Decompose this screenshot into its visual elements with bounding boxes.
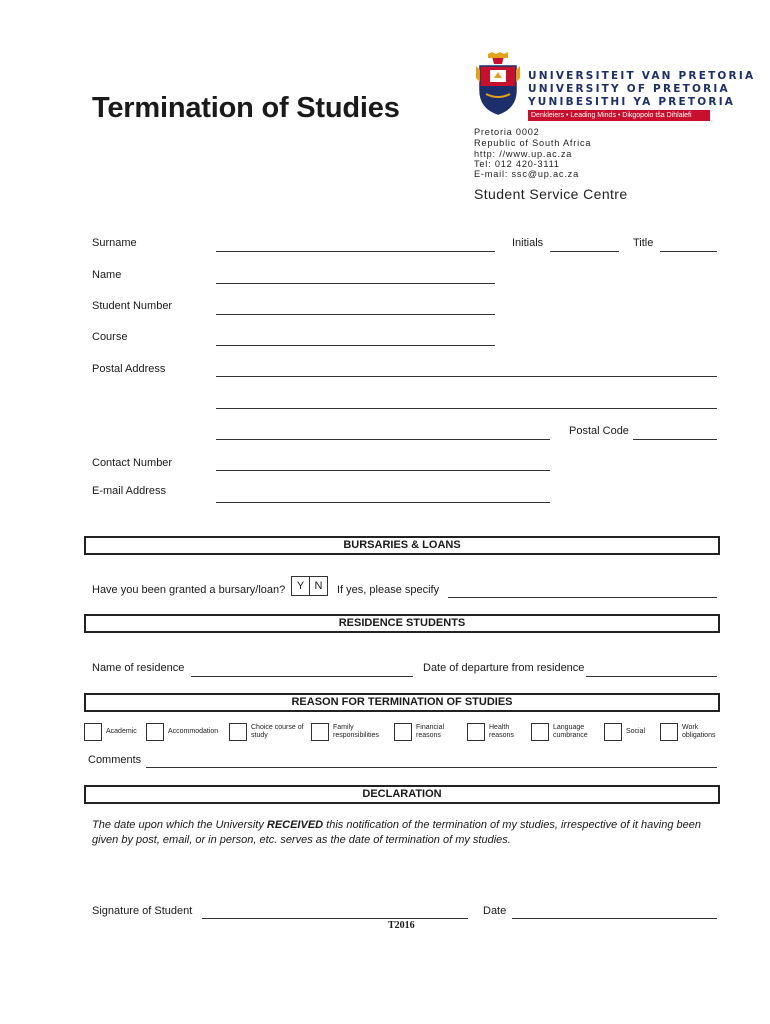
university-name-english: UNIVERSITY OF PRETORIA [528, 83, 730, 95]
contact-number-field[interactable] [216, 470, 550, 471]
date-label: Date [483, 905, 507, 917]
postal-address-field-2[interactable] [216, 408, 717, 409]
reason-financial-checkbox[interactable] [394, 723, 412, 741]
reasons-heading: REASON FOR TERMINATION OF STUDIES [84, 693, 720, 712]
reason-financial-label: Financial reasons [416, 724, 445, 739]
residence-name-field[interactable] [191, 676, 413, 677]
reason-family-checkbox[interactable] [311, 723, 329, 741]
name-label: Name [92, 269, 122, 281]
comments-field[interactable] [146, 767, 717, 768]
reason-choice-course-checkbox[interactable] [229, 723, 247, 741]
address-line: Tel: 012 420-3111 [474, 159, 560, 169]
postal-address-label: Postal Address [92, 363, 166, 375]
email-label: E-mail Address [92, 485, 166, 497]
comments-label: Comments [88, 754, 142, 766]
university-motto: Denkleiers • Leading Minds • Dikgopolo tša Dihlalefi [528, 110, 710, 121]
bursary-specify-label: If yes, please specify [337, 584, 440, 596]
course-label: Course [92, 331, 128, 343]
form-code: T2016 [388, 920, 415, 931]
reason-academic-checkbox[interactable] [84, 723, 102, 741]
address-line: Republic of South Africa [474, 138, 592, 148]
department-name: Student Service Centre [474, 186, 628, 202]
reason-work-checkbox[interactable] [660, 723, 678, 741]
declaration-heading: DECLARATION [84, 785, 720, 804]
residence-heading: RESIDENCE STUDENTS [84, 614, 720, 633]
signature-label: Signature of Student [92, 905, 193, 917]
student-number-field[interactable] [216, 314, 495, 315]
postal-address-field-3[interactable] [216, 439, 550, 440]
university-name-afrikaans: UNIVERSITEIT VAN PRETORIA [528, 70, 756, 82]
reason-work-label: Work obligations [682, 724, 716, 739]
initials-field[interactable] [550, 251, 619, 252]
student-number-label: Student Number [92, 300, 173, 312]
reason-academic-label: Academic [106, 728, 137, 735]
postal-code-field[interactable] [633, 439, 717, 440]
university-crest-icon [474, 52, 522, 116]
bursary-yes-box[interactable]: Y [291, 576, 310, 596]
address-line: E-mail: ssc@up.ac.za [474, 169, 579, 179]
email-field[interactable] [216, 502, 550, 503]
contact-number-label: Contact Number [92, 457, 173, 469]
course-field[interactable] [216, 345, 495, 346]
reason-language-label: Language cumbrance [553, 724, 588, 739]
title-field[interactable] [660, 251, 717, 252]
residence-name-label: Name of residence [92, 662, 185, 674]
reason-accommodation-checkbox[interactable] [146, 723, 164, 741]
reason-social-label: Social [626, 728, 646, 735]
reason-language-checkbox[interactable] [531, 723, 549, 741]
signature-field[interactable] [202, 918, 468, 919]
title-label: Title [633, 237, 654, 249]
reason-choice-course-label: Choice course of study [251, 724, 304, 739]
departure-date-label: Date of departure from residence [423, 662, 585, 674]
reason-health-checkbox[interactable] [467, 723, 485, 741]
surname-field[interactable] [216, 251, 495, 252]
surname-label: Surname [92, 237, 137, 249]
reason-accommodation-label: Accommodation [168, 728, 219, 735]
bursary-no-box[interactable]: N [309, 576, 328, 596]
page-title: Termination of Studies [92, 92, 400, 124]
bursary-question: Have you been granted a bursary/loan? [92, 584, 286, 596]
postal-code-label: Postal Code [569, 425, 629, 437]
reason-family-label: Family responsibilities [333, 724, 379, 739]
name-field[interactable] [216, 283, 495, 284]
address-line: Pretoria 0002 [474, 127, 540, 137]
postal-address-field-1[interactable] [216, 376, 717, 377]
reason-social-checkbox[interactable] [604, 723, 622, 741]
departure-date-field[interactable] [586, 676, 717, 677]
reason-health-label: Health reasons [489, 724, 514, 739]
university-name-sepedi: YUNIBESITHI YA PRETORIA [528, 96, 736, 108]
bursary-specify-field[interactable] [448, 597, 717, 598]
bursaries-heading: BURSARIES & LOANS [84, 536, 720, 555]
declaration-text: The date upon which the University RECEIVED this notification of the termination of my studies, irrespective of it having been given by post, email, or in person, etc. serves as the date of termination of my studies. [92, 819, 701, 846]
address-line: http: //www.up.ac.za [474, 149, 573, 159]
initials-label: Initials [512, 237, 544, 249]
date-field[interactable] [512, 918, 717, 919]
